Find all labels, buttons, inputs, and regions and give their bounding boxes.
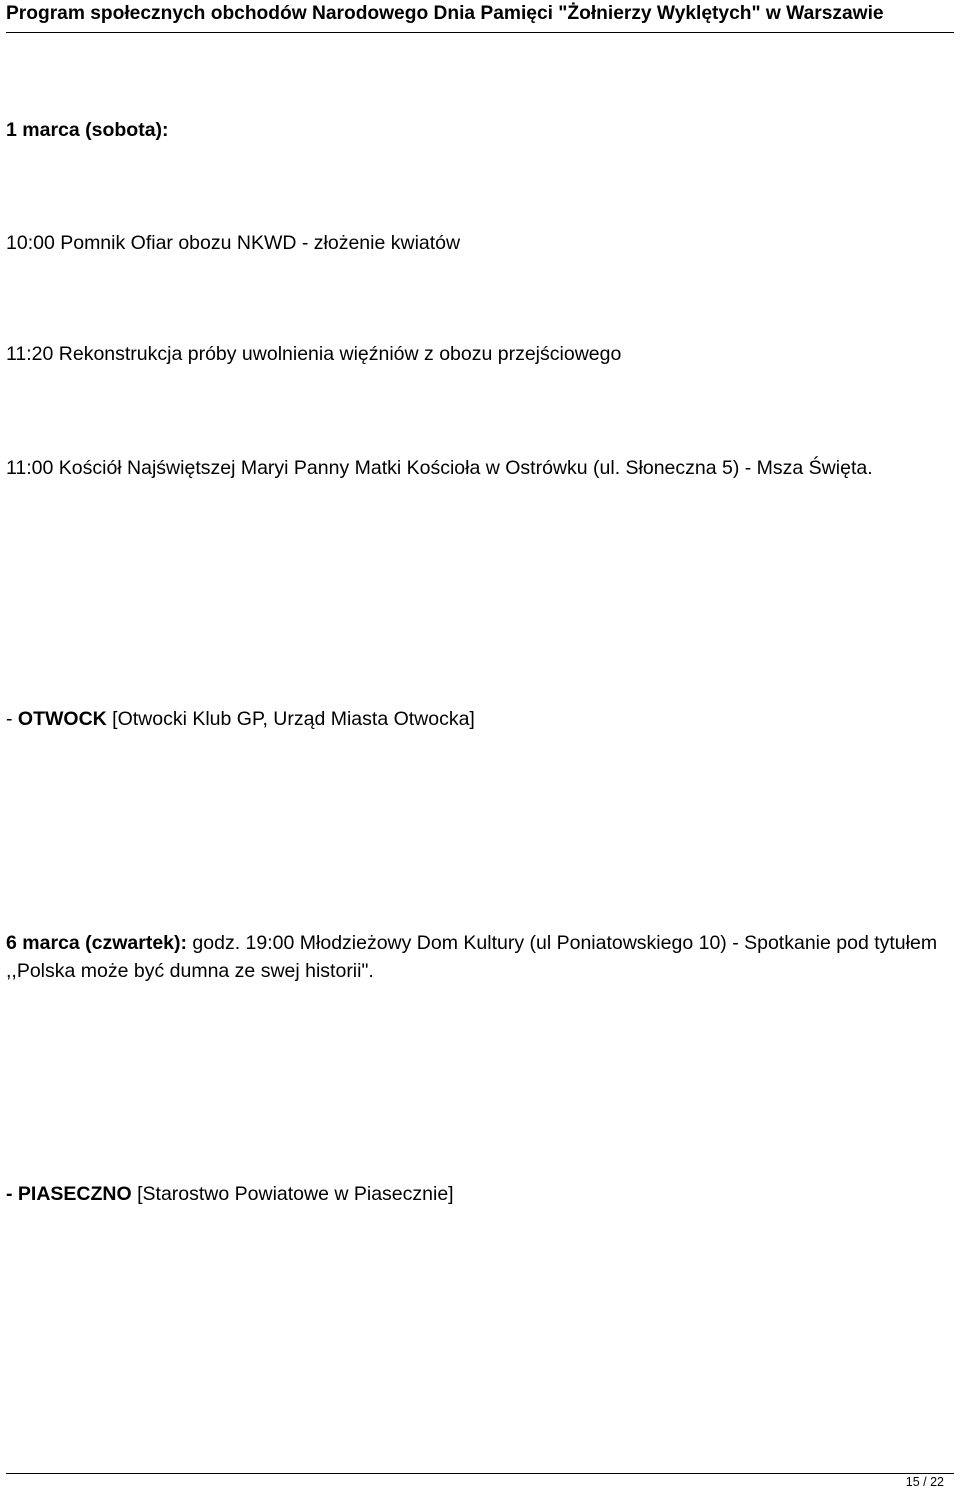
document-title: Program społecznych obchodów Narodowego Dnia Pamięci "Żołnierzy Wyklętych" w Warszawie	[6, 3, 884, 24]
otwock-organizers: [Otwocki Klub GP, Urząd Miasta Otwocka]	[106, 708, 475, 730]
event-item-pomnik: 10:00 Pomnik Ofiar obozu NKWD - złożenie kwiatów	[6, 232, 461, 254]
otwock-event-text: godz. 19:00 Młodzieżowy Dom Kultury (ul Poniatowskiego 10) - Spotkanie pod tytułem ,,Polska może być dumna ze swej historii".	[6, 932, 938, 982]
page-number: 15 / 22	[905, 1475, 944, 1489]
page-header	[6, 2, 954, 33]
footer-divider	[6, 1473, 954, 1474]
section-heading-otwock	[6, 705, 948, 733]
piaseczno-organizers: [Starostwo Powiatowe w Piasecznie]	[131, 1183, 454, 1205]
section-heading-piaseczno	[6, 1180, 948, 1208]
event-item-msza: 11:00 Kościół Najświętszej Maryi Panny Matki Kościoła w Ostrówku (ul. Słoneczna 5) - Msza Święta.	[6, 457, 873, 479]
day-heading-1-march: 1 marca (sobota):	[6, 119, 169, 141]
otwock-date-heading: 6 marca (czwartek):	[6, 932, 188, 954]
piaseczno-town: - PIASECZNO	[6, 1183, 132, 1205]
otwock-town: OTWOCK	[17, 708, 107, 730]
otwock-event-paragraph	[6, 929, 948, 985]
event-item-rekonstrukcja: 11:20 Rekonstrukcja próby uwolnienia więźniów z obozu przejściowego	[6, 343, 622, 365]
otwock-prefix: -	[6, 708, 18, 730]
